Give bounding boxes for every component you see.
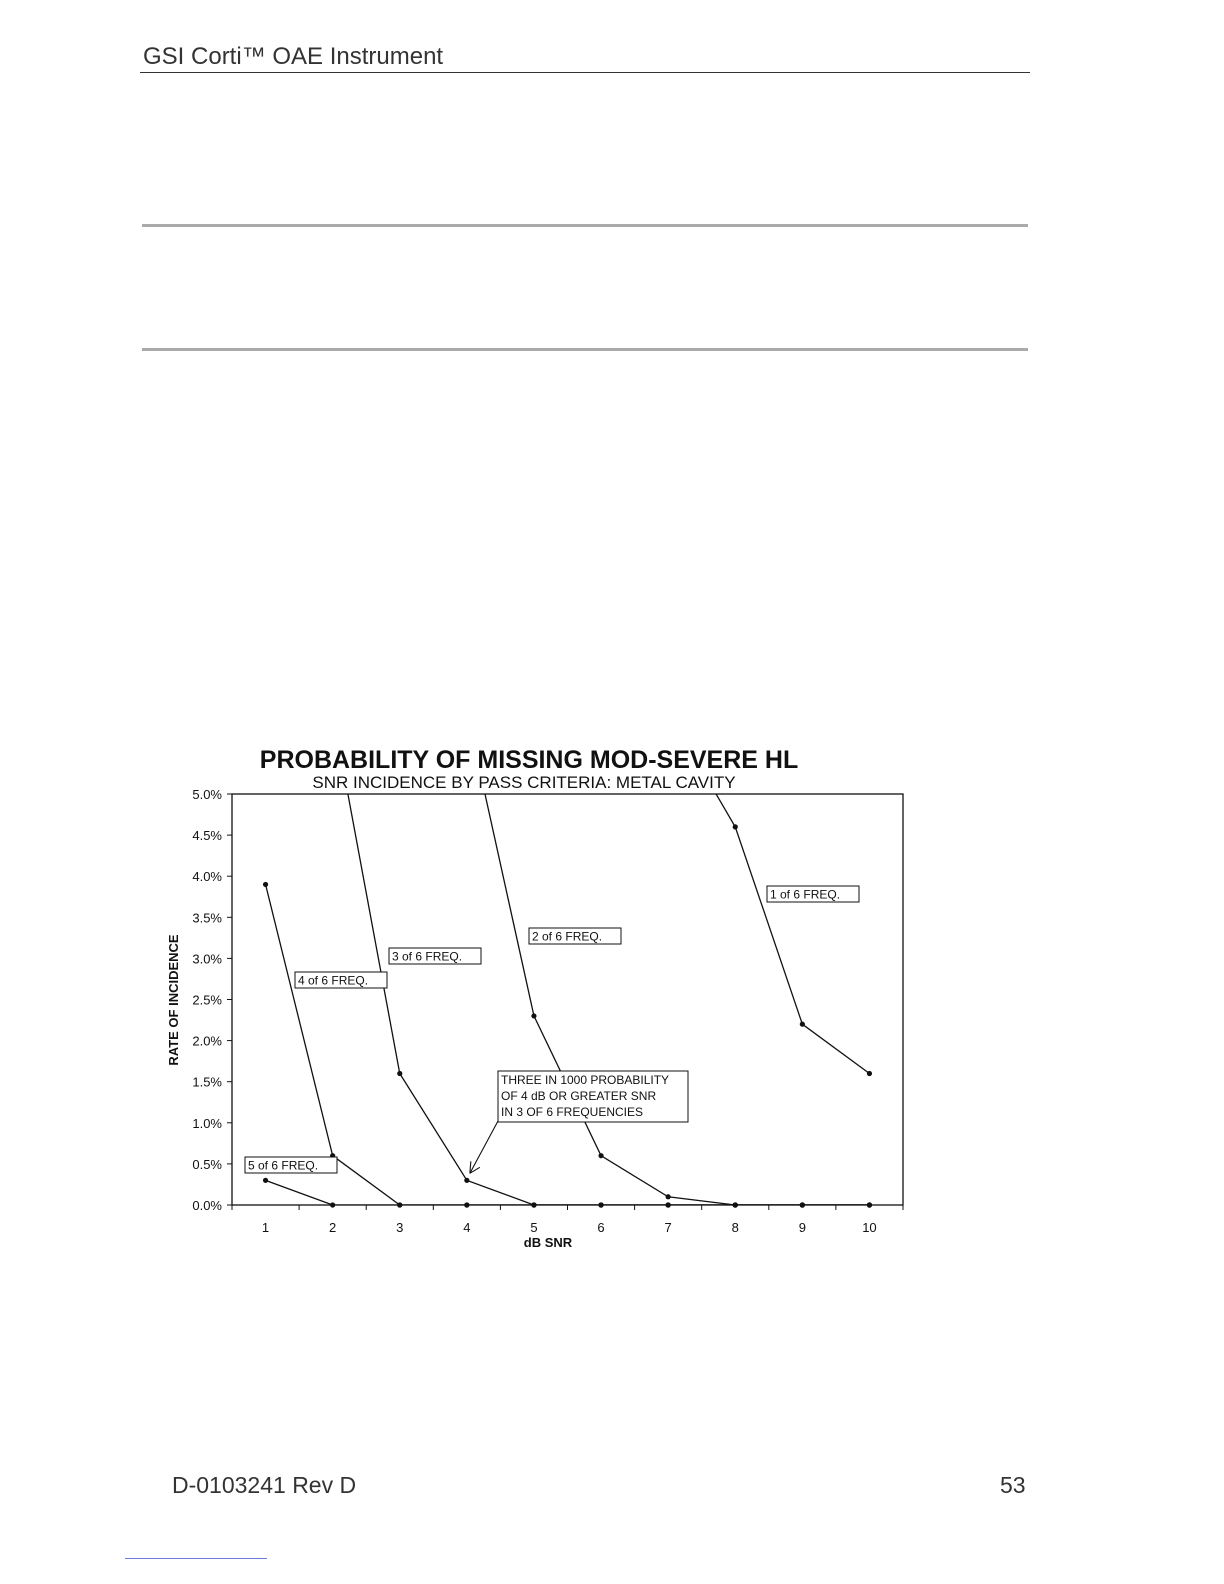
annotation-line-1: THREE IN 1000 PROBABILITY — [501, 1073, 670, 1087]
data-point — [263, 882, 268, 887]
x-tick-label: 8 — [731, 1220, 739, 1235]
y-tick-label: 3.0% — [192, 951, 222, 967]
data-point — [330, 1202, 335, 1207]
data-point — [531, 1202, 536, 1207]
page-number: 53 — [1000, 1472, 1026, 1498]
footer-doc-number: D-0103241 Rev D — [172, 1472, 357, 1498]
x-tick-label: 9 — [798, 1220, 806, 1235]
y-tick-label: 2.0% — [192, 1033, 222, 1049]
data-point — [867, 1202, 872, 1207]
data-point — [598, 1202, 603, 1207]
y-tick-label: 3.5% — [192, 910, 222, 926]
bottom-link-underline — [125, 1558, 267, 1559]
data-point — [666, 1202, 671, 1207]
y-tick-label: 0.5% — [192, 1156, 222, 1172]
data-point — [800, 1022, 805, 1027]
data-point — [397, 1202, 402, 1207]
data-point — [464, 1202, 469, 1207]
chart-subtitle: SNR INCIDENCE BY PASS CRITERIA: METAL CAVITY — [312, 773, 736, 792]
header-title: GSI Corti™ OAE Instrument — [143, 43, 444, 70]
y-tick-label: 0.0% — [192, 1198, 222, 1213]
y-tick-label: 4.0% — [192, 869, 222, 885]
series-label-3-of-6: 3 of 6 FREQ. — [392, 949, 463, 964]
data-point — [733, 824, 738, 829]
x-axis-label: dB SNR — [523, 1235, 573, 1250]
annotation-line-3: IN 3 OF 6 FREQUENCIES — [501, 1105, 644, 1119]
x-tick-label: 5 — [530, 1220, 538, 1235]
y-tick-label: 5.0% — [192, 787, 222, 802]
annotation-line-2: OF 4 dB OR GREATER SNR — [501, 1089, 657, 1103]
data-point — [464, 1178, 469, 1183]
data-point — [531, 1013, 536, 1018]
y-tick-label: 4.5% — [192, 828, 222, 844]
data-point — [733, 1202, 738, 1207]
x-tick-label: 3 — [396, 1220, 404, 1235]
data-point — [666, 1194, 671, 1199]
data-point — [598, 1153, 603, 1158]
data-point — [867, 1071, 872, 1076]
y-tick-label: 2.5% — [192, 992, 222, 1008]
series-label-4-of-6: 4 of 6 FREQ. — [298, 973, 369, 988]
x-tick-label: 7 — [664, 1220, 672, 1235]
series-label-1-of-6: 1 of 6 FREQ. — [770, 887, 841, 902]
y-axis-label: RATE OF INCIDENCE — [166, 934, 181, 1066]
chart-title: PROBABILITY OF MISSING MOD-SEVERE HL — [259, 746, 799, 774]
annotation-arrow-line — [470, 1121, 498, 1173]
data-point — [397, 1071, 402, 1076]
series-label-5-of-6: 5 of 6 FREQ. — [248, 1158, 319, 1173]
y-tick-label: 1.5% — [192, 1074, 222, 1090]
plot-frame — [232, 794, 903, 1205]
series-label-2-of-6: 2 of 6 FREQ. — [532, 929, 603, 944]
x-tick-label: 6 — [597, 1220, 605, 1235]
x-tick-label: 4 — [463, 1220, 471, 1235]
y-tick-label: 1.0% — [192, 1115, 222, 1131]
data-point — [263, 1178, 268, 1183]
x-tick-label: 10 — [862, 1220, 877, 1235]
x-tick-label: 2 — [329, 1220, 337, 1235]
series-line-5-of-6 — [266, 1180, 870, 1205]
x-tick-label: 1 — [261, 1220, 270, 1235]
data-point — [800, 1202, 805, 1207]
